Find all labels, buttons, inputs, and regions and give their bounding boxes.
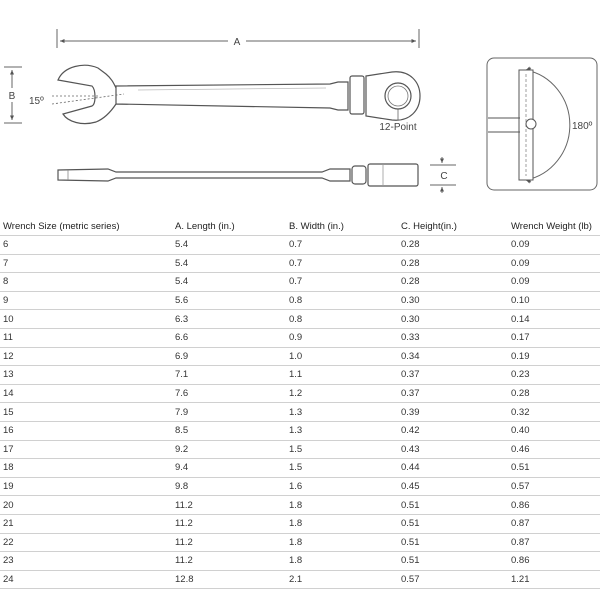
dimension-b	[4, 67, 22, 123]
cell-height: 0.57	[398, 570, 508, 589]
dimension-c-label: C	[440, 171, 448, 182]
table-row	[0, 366, 600, 385]
cell-width: 1.2	[286, 384, 398, 403]
cell-height: 0.28	[398, 236, 508, 255]
cell-length: 6.6	[172, 328, 286, 347]
cell-length: 5.6	[172, 291, 286, 310]
cell-width: 1.3	[286, 421, 398, 440]
spec-table	[0, 218, 600, 589]
cell-height: 0.51	[398, 533, 508, 552]
dimension-c	[430, 157, 456, 193]
cell-weight: 0.09	[508, 254, 600, 273]
dimension-a-label: A	[233, 37, 241, 48]
table-row	[0, 533, 600, 552]
wrench-diagram	[0, 0, 600, 210]
header-length: A. Length (in.)	[172, 218, 286, 236]
cell-width: 0.8	[286, 291, 398, 310]
cell-size: 23	[0, 552, 172, 571]
header-width: B. Width (in.)	[286, 218, 398, 236]
table-row	[0, 570, 600, 589]
cell-height: 0.43	[398, 440, 508, 459]
cell-height: 0.28	[398, 273, 508, 292]
cell-height: 0.45	[398, 477, 508, 496]
cell-width: 1.8	[286, 514, 398, 533]
angle-label: 15º	[29, 96, 44, 107]
table-row	[0, 477, 600, 496]
cell-weight: 0.14	[508, 310, 600, 329]
cell-width: 1.0	[286, 347, 398, 366]
cell-weight: 0.57	[508, 477, 600, 496]
wrench-top-view	[58, 65, 420, 123]
cell-width: 0.7	[286, 254, 398, 273]
cell-weight: 0.10	[508, 291, 600, 310]
cell-size: 19	[0, 477, 172, 496]
table-row	[0, 254, 600, 273]
cell-width: 1.6	[286, 477, 398, 496]
twelve-point-label: 12-Point	[379, 122, 417, 133]
cell-length: 7.1	[172, 366, 286, 385]
cell-weight: 0.19	[508, 347, 600, 366]
table-row	[0, 347, 600, 366]
cell-weight: 0.51	[508, 459, 600, 478]
cell-length: 5.4	[172, 254, 286, 273]
cell-length: 6.3	[172, 310, 286, 329]
cell-weight: 0.32	[508, 403, 600, 422]
cell-height: 0.37	[398, 384, 508, 403]
cell-size: 21	[0, 514, 172, 533]
cell-height: 0.51	[398, 552, 508, 571]
table-row	[0, 421, 600, 440]
cell-size: 8	[0, 273, 172, 292]
table-row	[0, 403, 600, 422]
table-row	[0, 273, 600, 292]
header-height: C. Height(in.)	[398, 218, 508, 236]
cell-length: 7.9	[172, 403, 286, 422]
cell-size: 11	[0, 328, 172, 347]
wrench-diagram-svg	[0, 0, 600, 210]
table-row	[0, 440, 600, 459]
cell-weight: 0.86	[508, 552, 600, 571]
cell-height: 0.30	[398, 310, 508, 329]
cell-weight: 0.40	[508, 421, 600, 440]
cell-length: 5.4	[172, 273, 286, 292]
cell-height: 0.37	[398, 366, 508, 385]
cell-width: 0.7	[286, 236, 398, 255]
cell-width: 0.8	[286, 310, 398, 329]
cell-size: 22	[0, 533, 172, 552]
cell-size: 24	[0, 570, 172, 589]
flex-angle-label: 180º	[572, 121, 593, 132]
wrench-side-view	[58, 164, 418, 186]
cell-height: 0.28	[398, 254, 508, 273]
cell-size: 20	[0, 496, 172, 515]
cell-length: 11.2	[172, 496, 286, 515]
header-row	[0, 218, 600, 236]
cell-length: 7.6	[172, 384, 286, 403]
dimension-a	[57, 29, 419, 48]
cell-height: 0.42	[398, 421, 508, 440]
spec-table-header	[0, 218, 600, 236]
cell-size: 14	[0, 384, 172, 403]
table-row	[0, 236, 600, 255]
cell-size: 10	[0, 310, 172, 329]
cell-size: 13	[0, 366, 172, 385]
cell-length: 11.2	[172, 533, 286, 552]
cell-height: 0.34	[398, 347, 508, 366]
cell-height: 0.33	[398, 328, 508, 347]
cell-width: 1.8	[286, 552, 398, 571]
cell-weight: 0.28	[508, 384, 600, 403]
table-row	[0, 459, 600, 478]
cell-width: 1.5	[286, 459, 398, 478]
cell-width: 0.9	[286, 328, 398, 347]
cell-size: 9	[0, 291, 172, 310]
cell-weight: 1.21	[508, 570, 600, 589]
cell-height: 0.51	[398, 514, 508, 533]
cell-width: 0.7	[286, 273, 398, 292]
cell-length: 12.8	[172, 570, 286, 589]
table-row	[0, 291, 600, 310]
table-row	[0, 496, 600, 515]
cell-width: 1.5	[286, 440, 398, 459]
cell-weight: 0.23	[508, 366, 600, 385]
cell-weight: 0.17	[508, 328, 600, 347]
spec-table-body	[0, 236, 600, 589]
cell-length: 5.4	[172, 236, 286, 255]
cell-weight: 0.87	[508, 533, 600, 552]
cell-weight: 0.87	[508, 514, 600, 533]
cell-length: 11.2	[172, 552, 286, 571]
cell-length: 9.2	[172, 440, 286, 459]
cell-length: 8.5	[172, 421, 286, 440]
header-weight: Wrench Weight (lb)	[508, 218, 600, 236]
cell-height: 0.39	[398, 403, 508, 422]
cell-size: 18	[0, 459, 172, 478]
cell-size: 12	[0, 347, 172, 366]
cell-size: 6	[0, 236, 172, 255]
cell-width: 1.8	[286, 496, 398, 515]
cell-length: 9.8	[172, 477, 286, 496]
cell-height: 0.44	[398, 459, 508, 478]
cell-length: 11.2	[172, 514, 286, 533]
cell-width: 1.3	[286, 403, 398, 422]
cell-length: 6.9	[172, 347, 286, 366]
table-row	[0, 552, 600, 571]
cell-width: 1.8	[286, 533, 398, 552]
table-row	[0, 328, 600, 347]
cell-size: 16	[0, 421, 172, 440]
table-row	[0, 514, 600, 533]
flex-head-detail	[487, 58, 597, 190]
cell-weight: 0.46	[508, 440, 600, 459]
cell-width: 2.1	[286, 570, 398, 589]
cell-width: 1.1	[286, 366, 398, 385]
table-row	[0, 310, 600, 329]
dimension-b-label: B	[8, 91, 16, 102]
cell-weight: 0.09	[508, 236, 600, 255]
table-row	[0, 384, 600, 403]
cell-size: 7	[0, 254, 172, 273]
header-wrench-size: Wrench Size (metric series)	[0, 218, 172, 236]
cell-height: 0.30	[398, 291, 508, 310]
cell-size: 15	[0, 403, 172, 422]
cell-size: 17	[0, 440, 172, 459]
cell-length: 9.4	[172, 459, 286, 478]
cell-weight: 0.09	[508, 273, 600, 292]
cell-weight: 0.86	[508, 496, 600, 515]
cell-height: 0.51	[398, 496, 508, 515]
